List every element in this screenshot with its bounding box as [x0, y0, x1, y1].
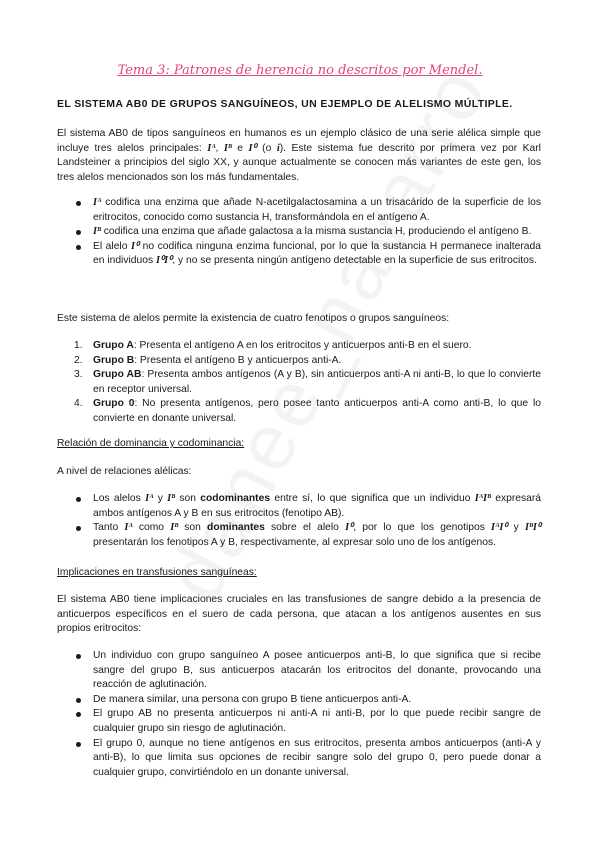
transfusions-list — [57, 649, 541, 780]
dominance-intro: A nivel de relaciones alélicas: — [57, 466, 192, 477]
phenotypes-intro: Este sistema de alelos permite la existencia de cuatro fenotipos o grupos sanguíneos: — [57, 313, 450, 324]
dominance-title: Relación de dominancia y codominancia: — [57, 438, 245, 449]
bullet-icon — [76, 654, 81, 659]
list-item: El alelo I⁰ no codifica ninguna enzima funcional, por lo que la sustancia H permanece inalterada en individuos I⁰I⁰, y no se presenta ningún antígeno detectable en la superficie de sus eritrocitos. — [57, 240, 541, 269]
list-item: Tanto Iᴬ como Iᴮ son dominantes sobre el alelo I⁰, por lo que los genotipos IᴬI⁰ y IᴮI⁰ presentarán los fenotipos A y B, respectivamente, al expresar solo uno de los antígenos. — [57, 521, 541, 550]
list-item: 1. Grupo A: Presenta el antígeno A en los eritrocitos y anticuerpos anti-B en el suero. — [74, 340, 472, 351]
transfusions-title: Implicaciones en transfusiones sanguíneas: — [57, 567, 257, 578]
alleles-list — [57, 196, 541, 269]
section-heading: EL SISTEMA AB0 DE GRUPOS SANGUÍNEOS, UN EJEMPLO DE ALELISMO MÚLTIPLE. — [57, 98, 513, 110]
bullet-icon — [76, 497, 81, 502]
list-item: Iᴬ codifica una enzima que añade N-acetilgalactosamina a un trisacárido de la superficie de los eritrocitos, conocido como sustancia H, transformándola en el antígeno A. — [57, 196, 541, 225]
intro-paragraph: El sistema AB0 de tipos sanguíneos en humanos es un ejemplo clásico de una serie alélica simple que incluye tres alelos principales: Iᴬ, Iᴮ e I⁰ (o i). Este sistema fue descrito por primera vez por Karl Landsteiner a principios del siglo XX, y aunque actualmente se conocen más variantes de este gen, los tres alelos mencionados son los más fundamentales. — [57, 128, 541, 183]
list-item: Los alelos Iᴬ y Iᴮ son codominantes entre sí, lo que significa que un individuo IᴬIᴮ expresará ambos antígenos A y B en sus eritrocitos (fenotipo AB). — [57, 492, 541, 521]
bullet-icon — [76, 230, 81, 235]
list-item: 2. Grupo B: Presenta el antígeno B y anticuerpos anti-A. — [74, 354, 342, 366]
page-title: Tema 3: Patrones de herencia no descritos por Mendel. — [117, 63, 483, 78]
bullet-icon — [76, 712, 81, 717]
bullet-icon — [76, 698, 81, 703]
list-item: El grupo 0, aunque no tiene antígenos en sus eritrocitos, presenta ambos anticuerpos (anti-A y anti-B), lo que limita sus opciones de recibir sangre solo del grupo 0, pero puede donar a cualquier grupo, convirtiéndolo en un donante universal. — [57, 737, 541, 781]
bullet-icon — [76, 245, 81, 250]
dominance-list — [57, 492, 541, 550]
list-item: 4. Grupo 0: No presenta antígenos, pero posee tanto anticuerpos anti-A como anti-B, lo que lo convierte en donante universal. — [74, 398, 541, 424]
list-item: El grupo AB no presenta anticuerpos ni anti-A ni anti-B, por lo que puede recibir sangre de cualquier grupo sin riesgo de aglutinación. — [57, 707, 541, 736]
transfusions-intro: El sistema AB0 tiene implicaciones cruciales en las transfusiones de sangre debido a la presencia de anticuerpos específicos en el suero de cada persona, que atacan a los antígenos ausentes en sus propios eritrocitos: — [57, 594, 541, 635]
list-item: 3. Grupo AB: Presenta ambos antígenos (A y B), sin anticuerpos anti-A ni anti-B, lo que lo convierte en receptor universal. — [74, 369, 541, 395]
bullet-icon — [76, 201, 81, 206]
list-item: De manera similar, una persona con grupo B tiene anticuerpos anti-A. — [57, 693, 541, 708]
groups-list — [57, 339, 541, 427]
list-item: Un individuo con grupo sanguíneo A posee anticuerpos anti-B, lo que significa que si recibe sangre del grupo B, sus anticuerpos atacarán los eritrocitos del donante, provocando una reacción de aglutinación. — [57, 649, 541, 693]
bullet-icon — [76, 526, 81, 531]
list-item: Iᴮ codifica una enzima que añade galactosa a la misma sustancia H, produciendo el antígeno B. — [57, 225, 541, 240]
bullet-icon — [76, 742, 81, 747]
